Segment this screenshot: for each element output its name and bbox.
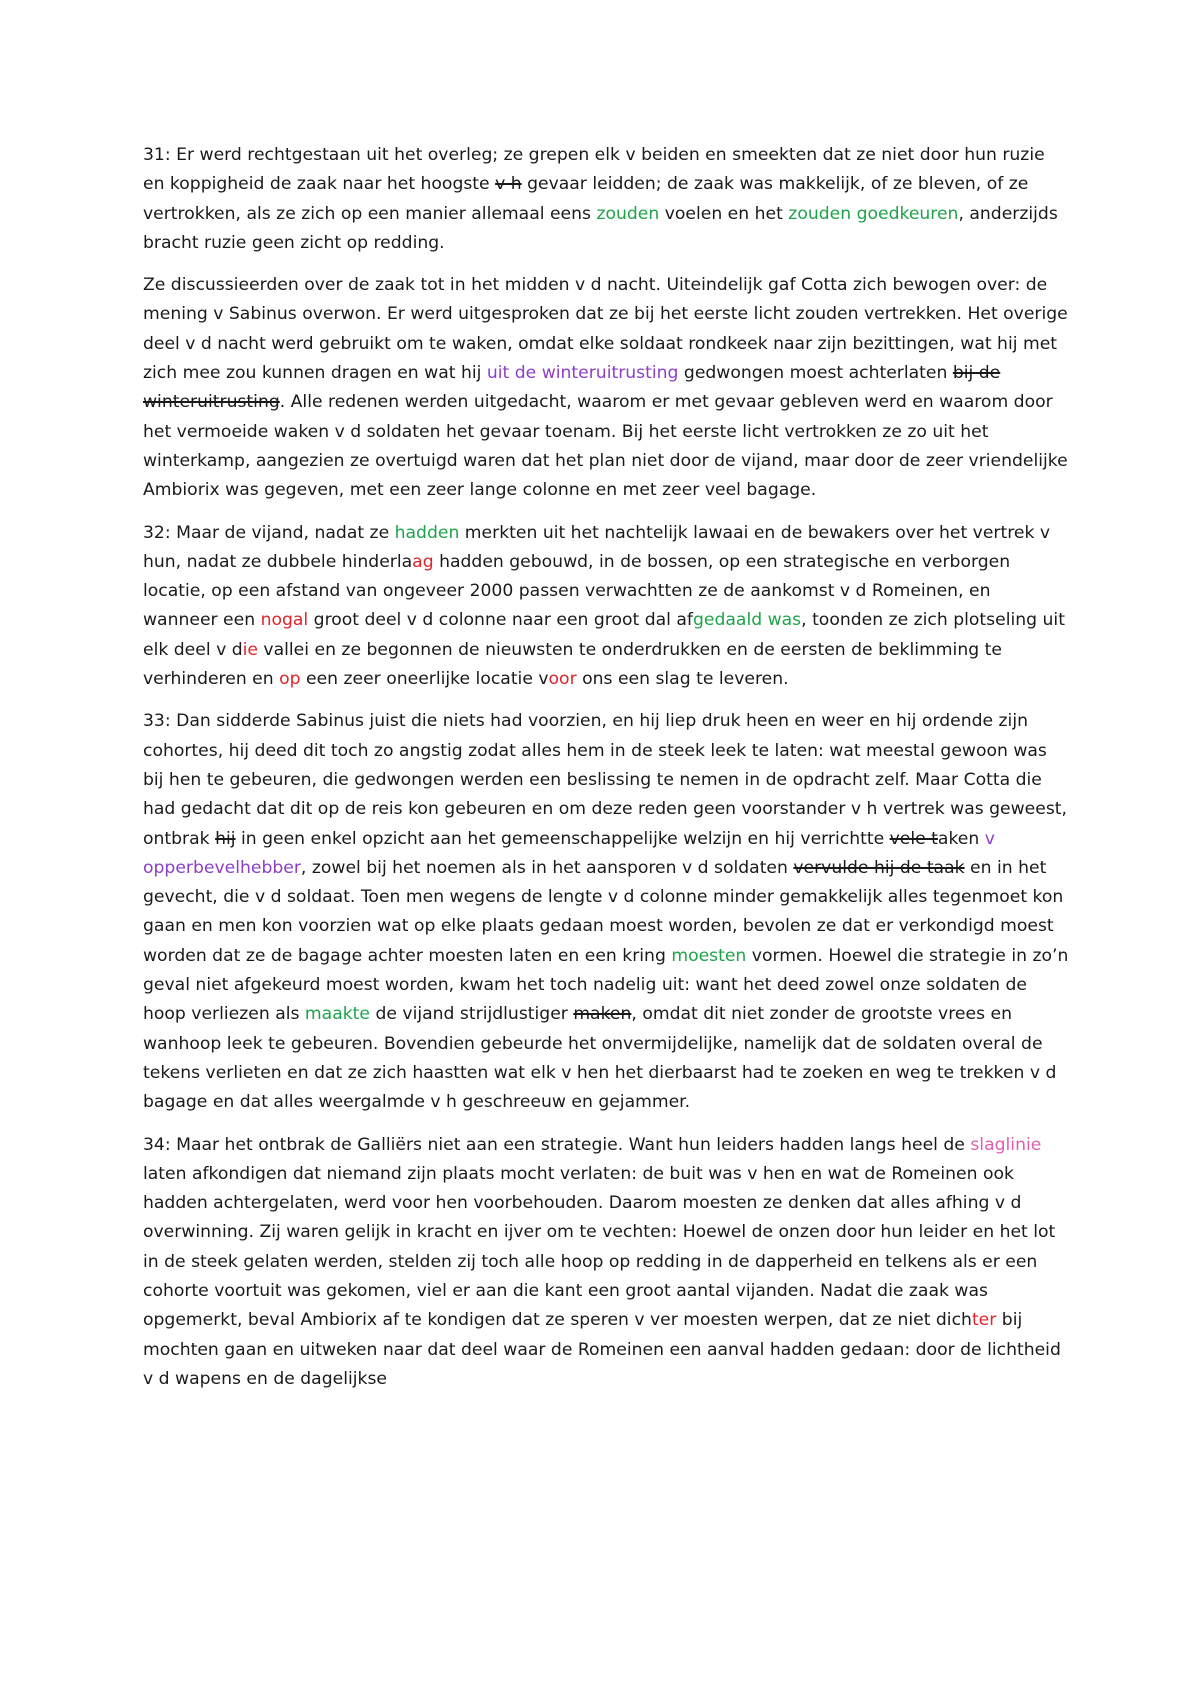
text-segment: voelen en het [659, 203, 789, 224]
text-segment-red: oor [548, 669, 577, 690]
paragraph-33 [143, 707, 1070, 1117]
text-segment: 33: Dan sidderde Sabinus juist die niets had voorzien, en hij liep druk heen en weer en hij ordende zijn cohortes, hij deed dit toch zo angstig zodat alles hem in de steek leek te laten: wat meestal gewoon was bij hen te gebeuren, die gedwongen werden een beslissing te nemen in de opdracht zelf. Maar Cotta die had gedacht dat dit op de reis kon gebeuren en om deze reden geen voorstander v h vertrek was geweest, ontbrak [143, 711, 1067, 849]
text-segment: hadden gebouwd, in de bossen, op een strategische en verborgen locatie, op een afstand van ongeveer 2000 passen verwachtten ze de aankomst v d Romeinen, en wanneer een [143, 551, 1011, 631]
text-segment: gevaar leidden; de zaak was makkelijk, of ze bleven, of ze vertrokken, als ze zich op een manier allemaal eens [143, 174, 1029, 224]
text-segment: gedwongen moest achterlaten [678, 363, 953, 384]
text-segment: merkten uit het nachtelijk lawaai en de bewakers over het vertrek v hun, nadat ze dubbele hinderla [143, 522, 1051, 572]
text-segment-pink: slaglinie [970, 1134, 1042, 1155]
text-segment: en in het gevecht, die v d soldaat. Toen men wegens de lengte v d colonne minder gemakkelijk alles tegenmoet kon gaan en men kon voorzien wat op elke plaats gedaan moest worden, bevolen ze dat er verkondigd moest worden dat ze de bagage achter moesten laten en een kring [143, 857, 1064, 966]
document-body [143, 141, 1070, 1394]
text-segment-green: moesten [671, 945, 747, 966]
text-segment-strike: maken [573, 1004, 632, 1025]
text-segment-red: op [279, 669, 301, 690]
text-segment: 32: Maar de vijand, nadat ze [143, 522, 395, 543]
text-segment-red: nogal [260, 610, 309, 631]
text-segment: bij mochten gaan en uitweken naar dat deel waar de Romeinen een aanval hadden gedaan: door de lichtheid v d wapens en de dagelijkse [143, 1310, 1061, 1389]
text-segment: vallei en ze begonnen de nieuwsten te onderdrukken en de eersten de beklimming te verhinderen en [143, 639, 1002, 690]
paragraph-34 [143, 1131, 1070, 1395]
text-segment-strike: bij de winteruitrusting [143, 363, 1001, 413]
text-segment: , toonden ze zich plotseling uit elk deel v d [143, 610, 1065, 660]
text-segment: de vijand strijdlustiger [370, 1004, 574, 1025]
text-segment-strike: vervulde hij de taak [793, 857, 965, 878]
text-segment-green: zouden goedkeuren [788, 203, 959, 224]
text-segment-green: gedaald was [692, 610, 802, 631]
text-segment: 31: Er werd rechtgestaan uit het overleg; ze grepen elk v beiden en smeekten dat ze niet door hun ruzie en koppigheid de zaak naar het hoogste [143, 145, 1045, 195]
text-segment: 34: Maar het ontbrak de Galliërs niet aan een strategie. Want hun leiders hadden langs heel de [143, 1134, 971, 1155]
text-segment: , omdat dit niet zonder de grootste vrees en wanhoop leek te gebeuren. Bovendien gebeurde het onvermijdelijke, namelijk dat de soldaten overal de tekens verlieten en dat ze zich haastten wat elk v hen het dierbaarst had te zoeken en weg te trekken v d bagage en dat alles weergalmde v h geschreeuw en gejammer. [143, 1004, 1057, 1113]
text-segment: in geen enkel opzicht aan het gemeenschappelijke welzijn en hij verrichtte [235, 828, 890, 849]
text-segment: laten afkondigen dat niemand zijn plaats mocht verlaten: de buit was v hen en wat de Romeinen ook hadden achtergelaten, werd voor hen voorbehouden. Daarom moesten ze denken dat alles afhing v d overwinning. Zij waren gelijk in kracht en ijver om te vechten: Hoewel de onzen door hun leider en het lot in de steek gelaten werden, stelden zij toch alle hoop op redding in de dapperheid en telkens als er een cohorte voortuit was gekomen, viel er aan die kant een groot aantal vijanden. Nadat die zaak was opgemerkt, beval Ambiorix af te kondigen dat ze speren v ver moesten werpen, dat ze niet dich [143, 1163, 1056, 1331]
text-segment-strike: hij [215, 828, 236, 849]
text-segment-red: ter [971, 1310, 997, 1331]
text-segment-red: ag [412, 551, 434, 572]
text-segment-strike: vele t [889, 828, 938, 849]
text-segment: vormen. Hoewel die strategie in zo’n geval niet afgekeurd moest worden, kwam het toch nadelig uit: want het deed zowel onze soldaten de hoop verliezen als [143, 945, 1069, 1025]
text-segment: Ze discussieerden over de zaak tot in het midden v d nacht. Uiteindelijk gaf Cotta zich bewogen over: de mening v Sabinus overwon. Er werd uitgesproken dat ze bij het eerste licht zouden vertrekken. Het overige deel v d nacht werd gebruikt om te waken, omdat elke soldaat rondkeek naar zijn bezittingen, wat hij met zich mee zou kunnen dragen en wat hij [143, 275, 1068, 384]
paragraph-31 [143, 141, 1070, 258]
paragraph-32 [143, 519, 1070, 695]
text-segment-purple: uit de winteruitrusting [486, 363, 679, 384]
text-segment-green: zouden [596, 203, 660, 224]
text-segment-green: hadden [394, 522, 460, 543]
text-segment: . Alle redenen werden uitgedacht, waarom er met gevaar gebleven werd en waarom door het vermoeide waken v d soldaten het gevaar toenam. Bij het eerste licht vertrokken ze zo uit het winterkamp, aangezien ze overtuigd waren dat het plan niet door de vijand, maar door de zeer vriendelijke Ambiorix was gegeven, met een zeer lange colonne en met zeer veel bagage. [143, 392, 1068, 501]
text-segment: aken [937, 828, 985, 849]
text-segment-red: ie [242, 639, 258, 660]
text-segment: groot deel v d colonne naar een groot dal af [308, 610, 693, 631]
text-segment: ons een slag te leveren. [576, 669, 789, 690]
text-segment: , anderzijds bracht ruzie geen zicht op redding. [143, 203, 1058, 253]
text-segment-purple: v opperbevelhebber [143, 828, 995, 878]
text-segment-green: maakte [304, 1004, 370, 1025]
text-segment-strike: v h [495, 174, 522, 195]
text-segment: een zeer oneerlijke locatie v [300, 669, 549, 690]
paragraph-31-continued [143, 271, 1070, 505]
text-segment: , zowel bij het noemen als in het aansporen v d soldaten [300, 857, 794, 878]
